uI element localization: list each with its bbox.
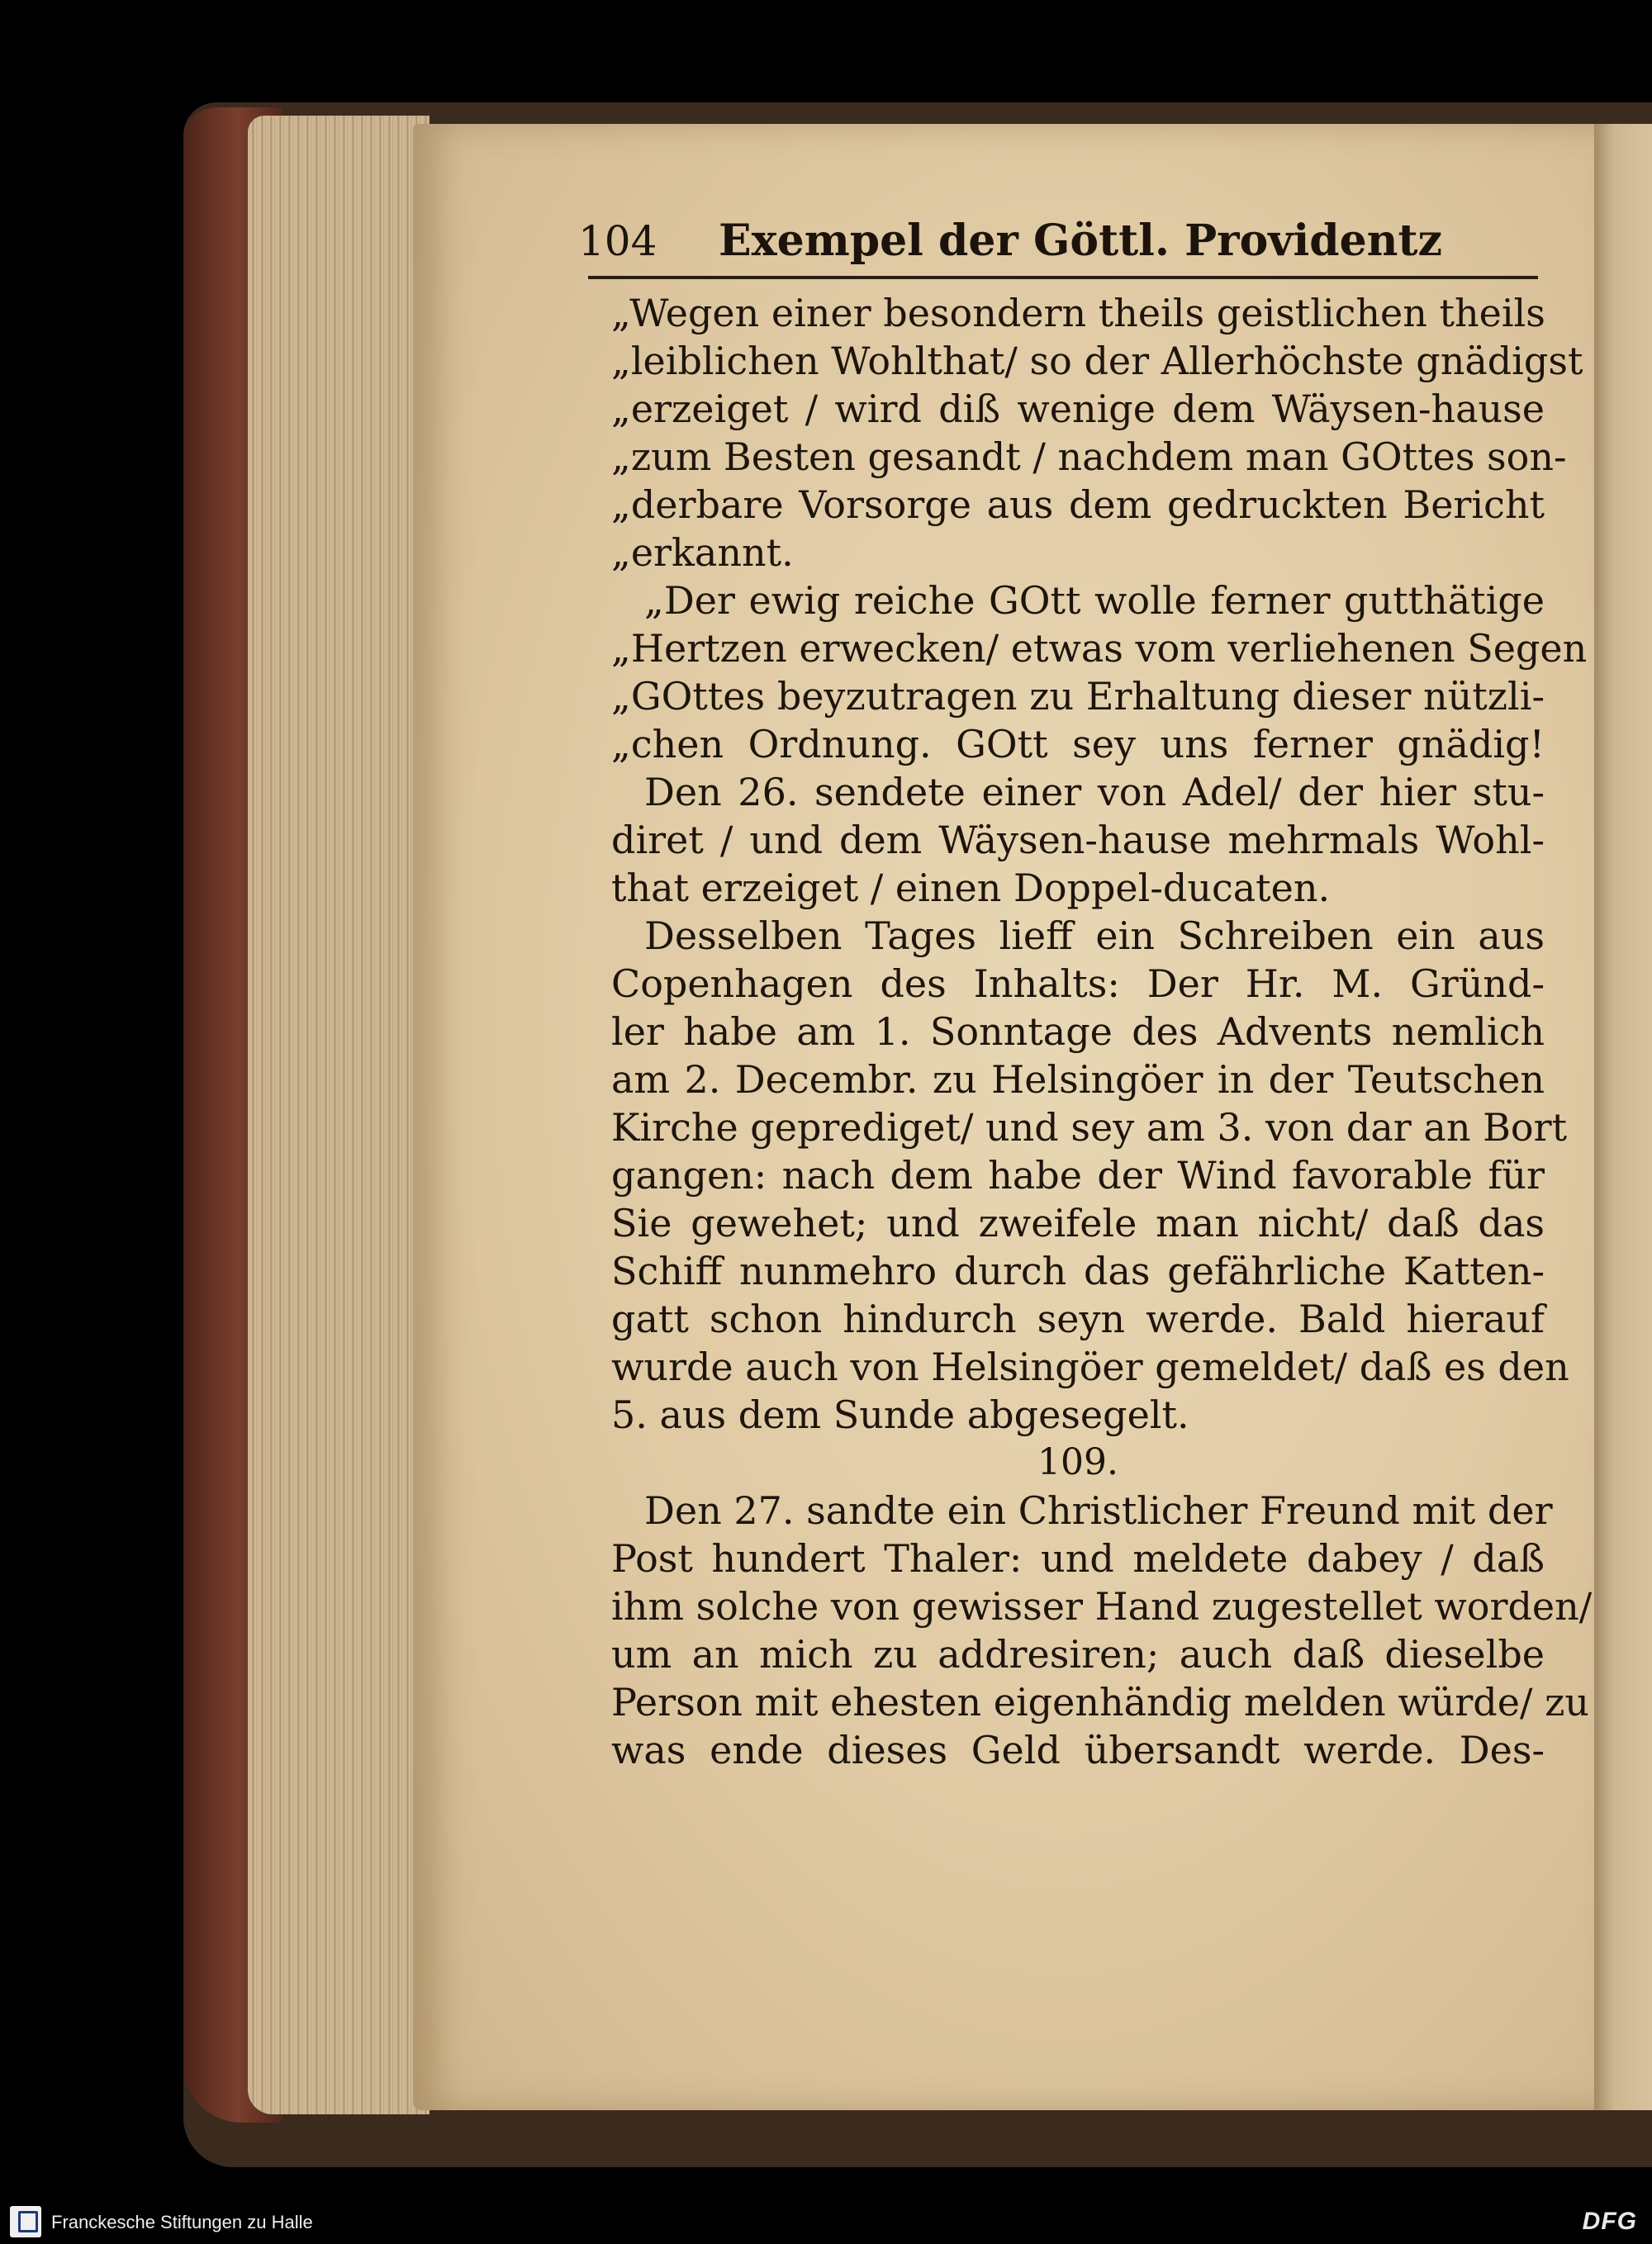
text-line: Post hundert Thaler: und meldete dabey / daß (611, 1536, 1545, 1581)
running-title: Exempel der Göttl. Providentz (719, 216, 1443, 266)
text-line: Sie gewehet; und zweifele man nicht/ daß das (611, 1201, 1545, 1245)
text-line: was ende dieses Geld übersandt werde. Des- (611, 1728, 1545, 1772)
text-line: Desselben Tages lieff ein Schreiben ein aus (644, 913, 1545, 958)
text-line: „Wegen einer besondern theils geistlichen theils (611, 291, 1545, 335)
text-line: gangen: nach dem habe der Wind favorable für (611, 1153, 1545, 1198)
text-line: um an mich zu addresiren; auch daß dieselbe (611, 1632, 1545, 1677)
text-line: „Hertzen erwecken/ etwas vom verliehenen Segen (611, 626, 1588, 671)
page-edges (248, 116, 430, 2114)
dfg-logo: DFG (1582, 2208, 1637, 2235)
page-number: 104 (578, 217, 657, 265)
institution-logo-icon (10, 2206, 41, 2237)
text-line: „chen Ordnung. GOtt sey uns ferner gnädig! (611, 722, 1545, 766)
text-line: that erzeiget / einen Doppel-ducaten. (611, 866, 1331, 910)
page-text (611, 289, 1593, 1774)
text-line: „derbare Vorsorge aus dem gedruckten Bericht (611, 482, 1545, 527)
text-line: „erkannt. (611, 530, 794, 575)
text-line: gatt schon hindurch seyn werde. Bald hierauf (611, 1297, 1545, 1341)
text-line: ler habe am 1. Sonntage des Advents nemlich (611, 1009, 1545, 1054)
viewer-footer (0, 2201, 1652, 2244)
facing-page-edge (1594, 124, 1652, 2110)
text-line: Den 26. sendete einer von Adel/ der hier stu- (644, 770, 1545, 814)
text-line: Person mit ehesten eigenhändig melden würde/ zu (611, 1680, 1589, 1725)
header-rule (588, 276, 1538, 279)
text-line: ihm solche von gewisser Hand zugestellet worden/ (611, 1584, 1593, 1629)
institution-name: Franckesche Stiftungen zu Halle (51, 2212, 313, 2232)
text-line: „GOttes beyzutragen zu Erhaltung dieser nützli- (611, 674, 1545, 719)
text-line: Schiff nunmehro durch das gefährliche Katten- (611, 1249, 1545, 1293)
text-line: Kirche geprediget/ und sey am 3. von dar an Bort (611, 1105, 1568, 1150)
text-line: „Der ewig reiche GOtt wolle ferner gutthätige (644, 578, 1545, 623)
text-line: wurde auch von Helsingöer gemeldet/ daß es den (611, 1345, 1569, 1389)
page-header (578, 216, 1443, 274)
text-line: 5. aus dem Sunde abgesegelt. (611, 1392, 1189, 1437)
section-number: 109. (1037, 1441, 1118, 1483)
text-line: „leiblichen Wohlthat/ so der Allerhöchste gnädigst (611, 339, 1583, 383)
text-line: „erzeiget / wird diß wenige dem Wäysen-hause (611, 387, 1545, 431)
text-line: Copenhagen des Inhalts: Der Hr. M. Gründ- (611, 961, 1545, 1006)
text-line: am 2. Decembr. zu Helsingöer in der Teutschen (611, 1057, 1545, 1102)
text-line: diret / und dem Wäysen-hause mehrmals Wohl- (611, 818, 1545, 862)
text-line: Den 27. sandte ein Christlicher Freund mit der (644, 1488, 1553, 1533)
text-line: „zum Besten gesandt / nachdem man GOttes son- (611, 434, 1567, 479)
